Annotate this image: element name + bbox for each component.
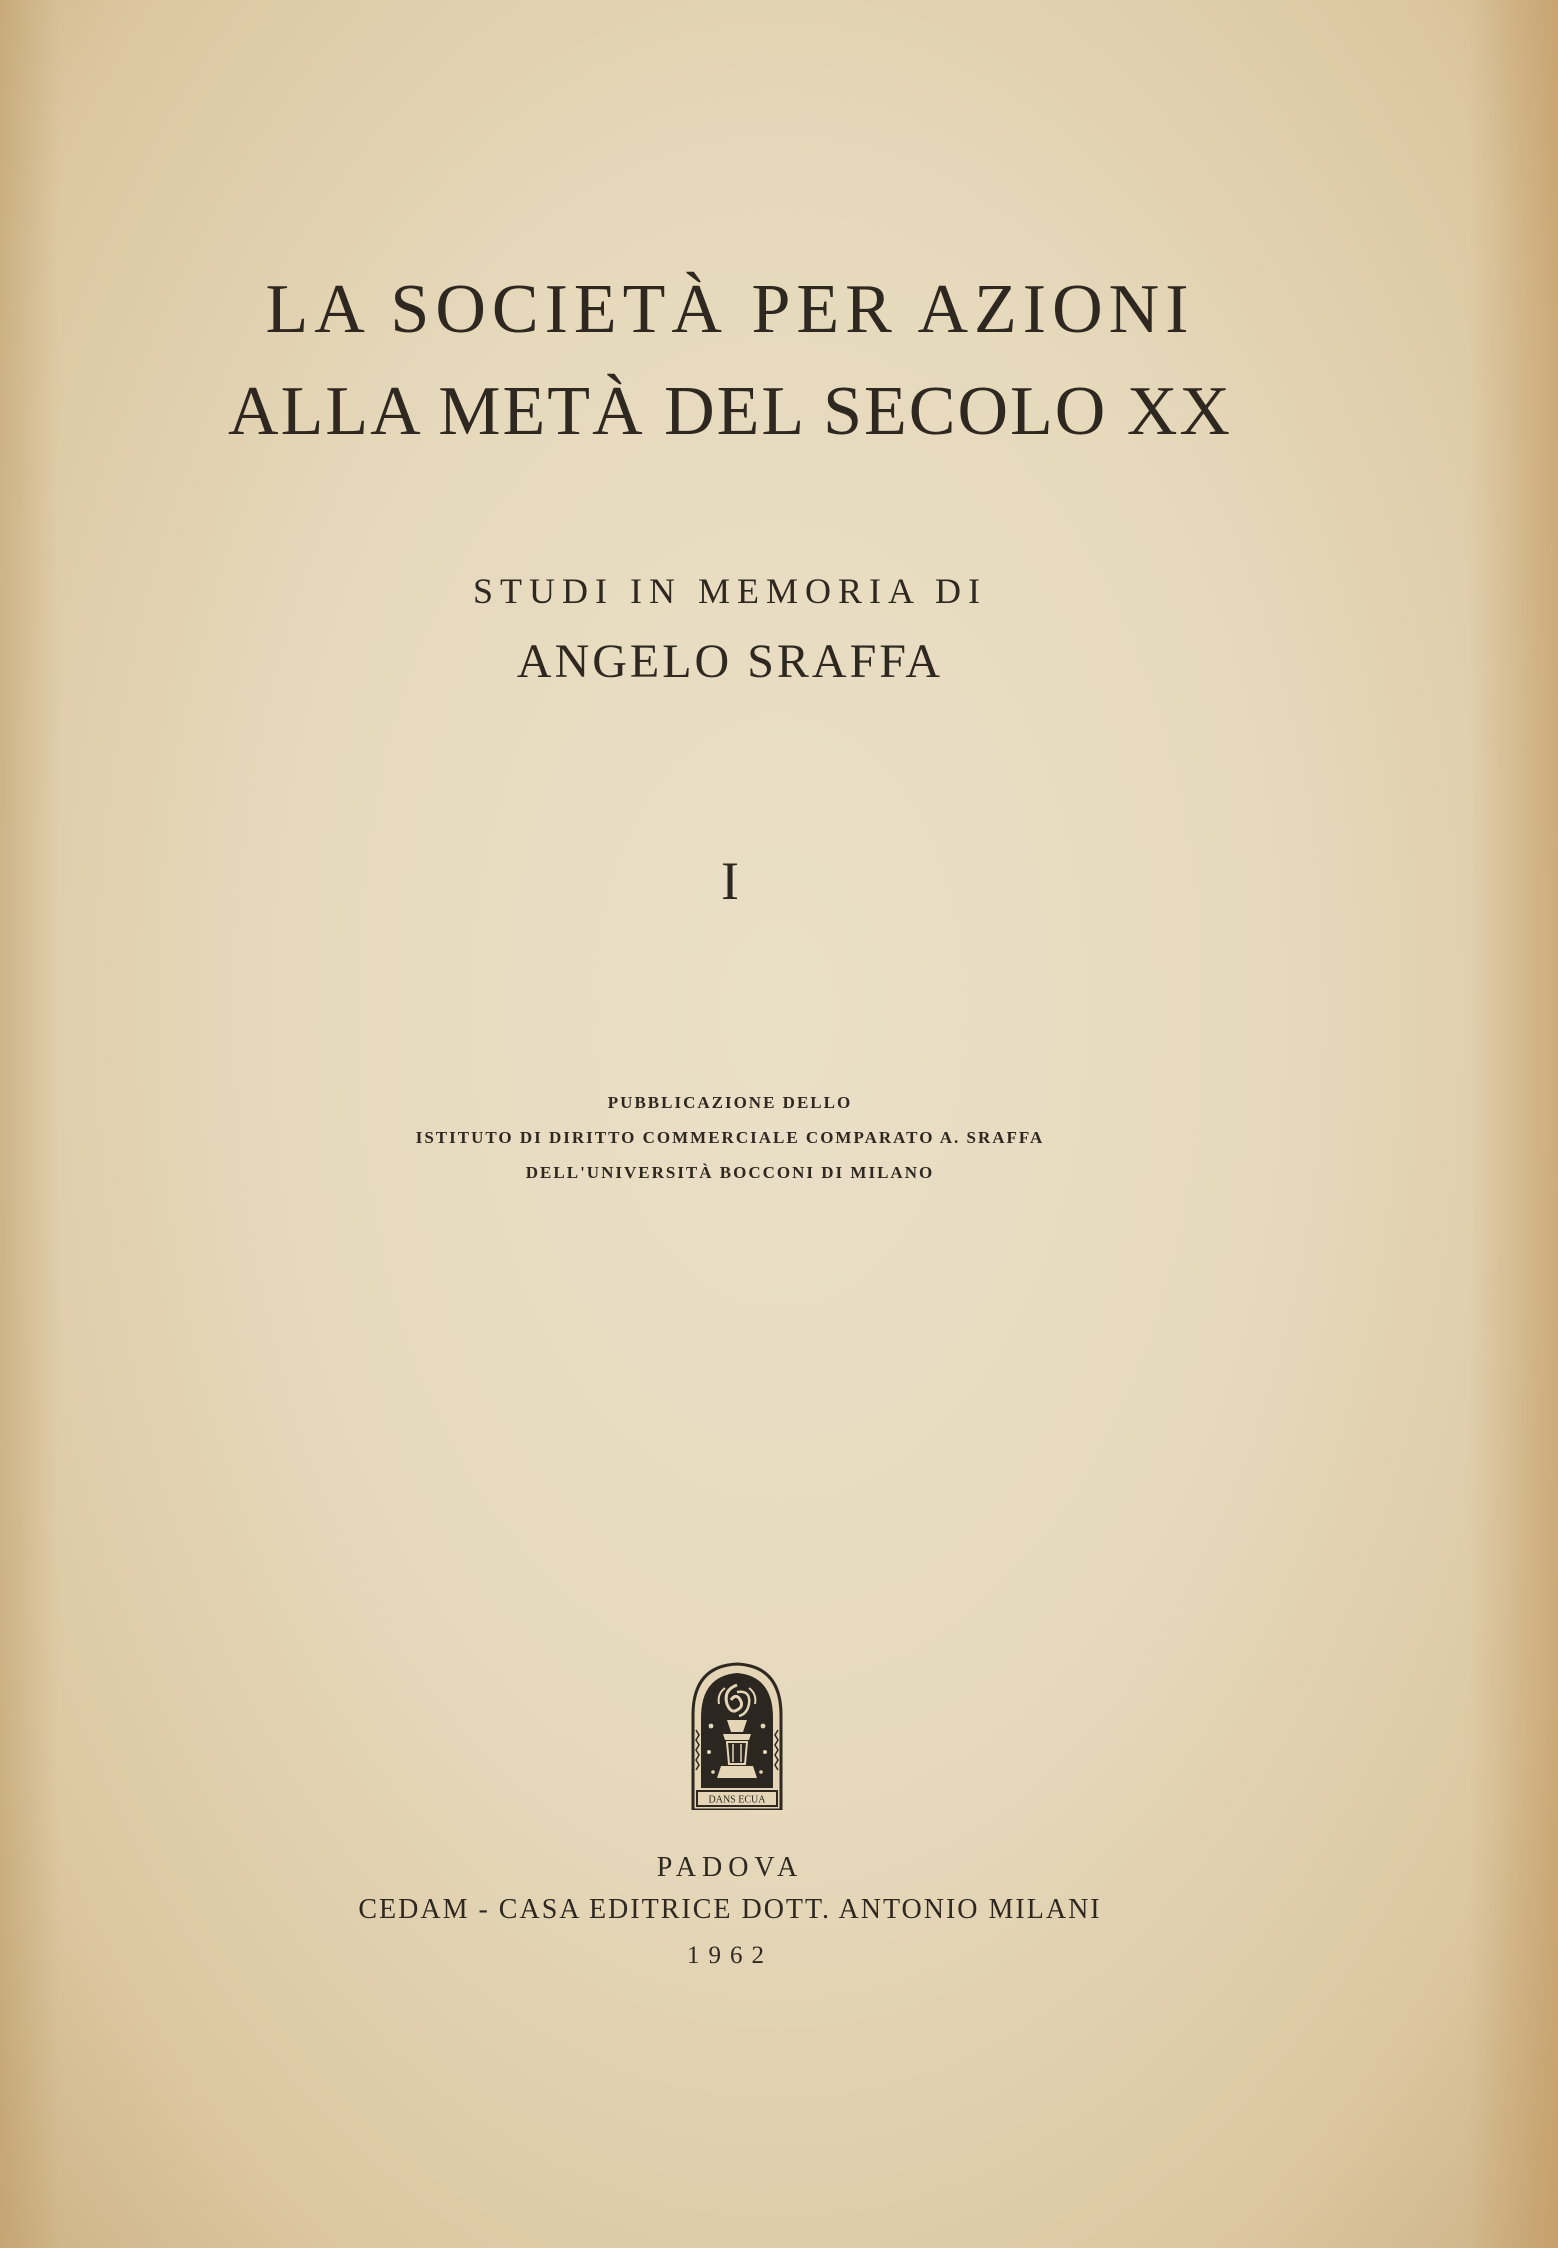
imprint-publisher: CEDAM - CASA EDITRICE DOTT. ANTONIO MILANI: [358, 1894, 1102, 1925]
publication-note-line-2: ISTITUTO DI DIRITTO COMMERCIALE COMPARATO A. SRAFFA: [415, 1128, 1045, 1147]
emblem-motto: DANS ECUA: [708, 1794, 766, 1806]
book-title-line-1: LA SOCIETÀ PER AZIONI: [265, 271, 1195, 348]
publication-note-line-3: DELL'UNIVERSITÀ BOCCONI DI MILANO: [525, 1163, 935, 1182]
imprint-year: 1962: [687, 1942, 773, 1969]
imprint-city: PADOVA: [656, 1852, 804, 1883]
dedication-name: ANGELO SRAFFA: [516, 635, 944, 688]
publication-note-line-1: PUBBLICAZIONE DELLO: [607, 1093, 853, 1112]
volume-number: I: [721, 851, 739, 911]
publisher-emblem-icon: [687, 1660, 787, 1810]
paper-edge-right: [1468, 0, 1558, 2248]
book-title-line-2: ALLA METÀ DEL SECOLO XX: [228, 373, 1232, 450]
dedication-prefix: STUDI IN MEMORIA DI: [473, 571, 987, 611]
